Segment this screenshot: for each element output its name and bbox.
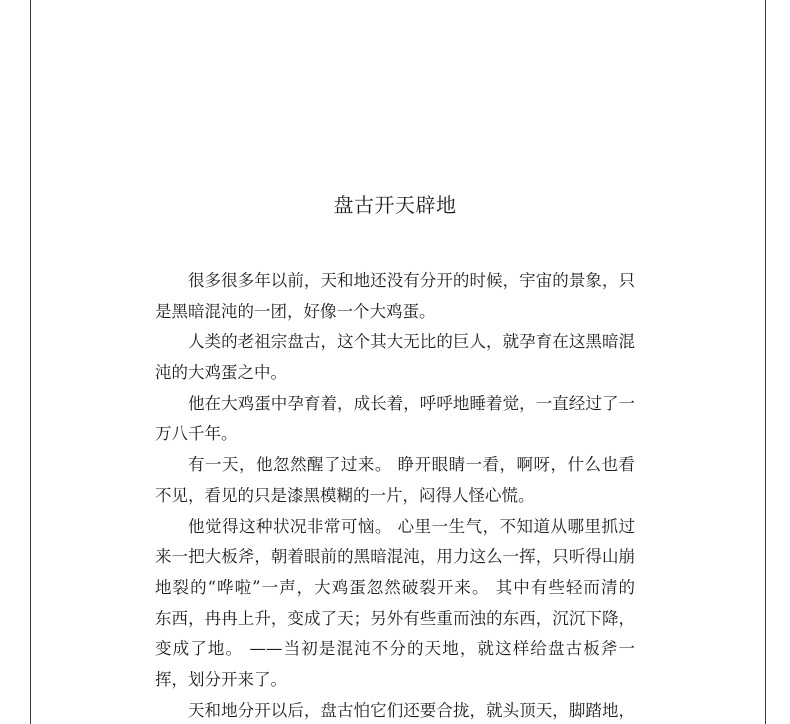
text-line: 挥，划分开来了。 [155, 669, 287, 689]
chapter-title: 盘古开天辟地 [333, 193, 457, 217]
paragraph [155, 389, 635, 450]
text-line: 天和地分开以后，盘古怕它们还要合拢，就头顶天，脚踏地， [188, 700, 635, 720]
paragraph [155, 327, 635, 388]
paragraph [155, 266, 635, 327]
text-line: 变成了地。 ——当初是混沌不分的天地，就这样给盘古板斧一 [155, 639, 635, 659]
text-line: 地裂的“哗啦”一声，大鸡蛋忽然破裂开来。 其中有些轻而清的 [155, 577, 635, 597]
text-line: 很多很多年以前，天和地还没有分开的时候，宇宙的景象，只 [188, 271, 635, 290]
paragraph [155, 450, 635, 511]
text-line: 不见，看见的只是漆黑模糊的一片，闷得人怪心慌。 [155, 485, 535, 505]
text-line: 有一天，他忽然醒了过来。 睁开眼睛一看，啊呀，什么也看 [188, 455, 635, 475]
text-line: 万八千年。 [155, 424, 238, 444]
text-line: 他觉得这种状况非常可恼。 心里一生气，不知道从哪里抓过 [188, 516, 635, 536]
text-line: 东西，冉冉上升，变成了天；另外有些重而浊的东西，沉沉下降， [155, 608, 635, 628]
paragraph [155, 512, 635, 696]
body-text [155, 266, 635, 723]
text-line: 沌的大鸡蛋之中。 [155, 363, 287, 383]
paragraph [155, 699, 635, 723]
text-line: 他在大鸡蛋中孕育着，成长着，呼呼地睡着觉，一直经过了一 [188, 393, 635, 413]
text-line: 来一把大板斧，朝着眼前的黑暗混沌，用力这么一挥，只听得山崩 [155, 547, 635, 567]
text-line: 是黑暗混沌的一团，好像一个大鸡蛋。 [155, 301, 436, 321]
text-line: 人类的老祖宗盘古，这个其大无比的巨人，就孕育在这黑暗混 [188, 332, 635, 352]
